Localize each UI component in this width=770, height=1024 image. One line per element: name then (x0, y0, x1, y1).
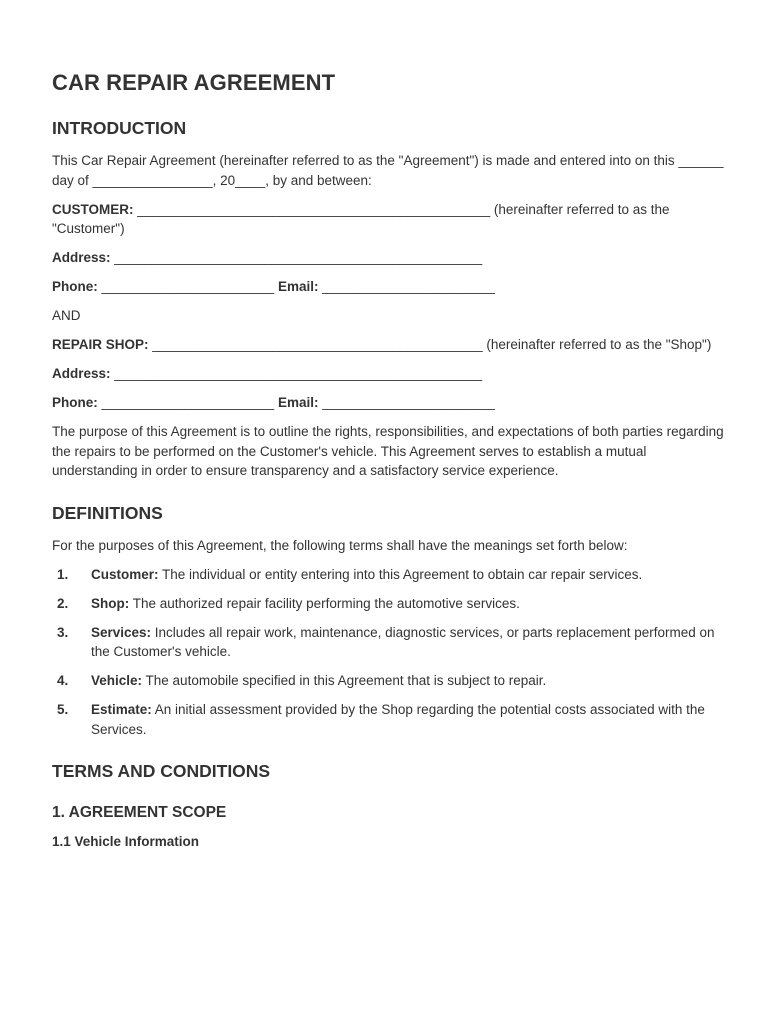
section-vehicle-information: 1.1 Vehicle Information (52, 834, 200, 849)
definition-item (52, 565, 724, 585)
shop-blank: ____________________________________________ (hereinafter referred to as the "Shop") (148, 337, 712, 352)
terms-heading: TERMS AND CONDITIONS (52, 761, 271, 781)
document-page (52, 70, 724, 849)
definitions-list (52, 565, 724, 740)
definitions-intro: For the purposes of this Agreement, the following terms shall have the meanings set forth below: (52, 537, 628, 553)
definition-text: The individual or entity entering into this Agreement to obtain car repair services. (158, 566, 643, 582)
definition-term: Shop: (91, 595, 130, 611)
shop-address-blank: _________________________________________________ (110, 366, 483, 381)
definition-number: 2. (57, 595, 69, 611)
customer-address-label: Address: (52, 250, 111, 265)
customer-email-label: Email: (277, 279, 319, 294)
customer-phone-blank: _______________________ (97, 279, 278, 294)
customer-email-blank: _______________________ (318, 279, 495, 294)
definition-term: Services: (91, 624, 152, 640)
section-agreement-scope: 1. AGREEMENT SCOPE (52, 804, 227, 821)
shop-email-blank: _______________________ (318, 395, 495, 410)
customer-label: CUSTOMER: (52, 201, 134, 217)
definition-term: Estimate: (91, 702, 152, 717)
introduction-opening: This Car Repair Agreement (hereinafter referred to as the "Agreement") is made and entered into on this ______ day of ________________, 20____, by and between: (52, 153, 724, 188)
definition-term: Vehicle: (91, 673, 143, 688)
shop-address-line (52, 364, 724, 384)
and-separator: AND (52, 308, 81, 323)
definition-number: 1. (57, 566, 69, 582)
shop-phone-blank: _______________________ (97, 395, 278, 410)
purpose-paragraph: The purpose of this Agreement is to outline the rights, responsibilities, and expectations of both parties regarding the repairs to be performed on the Customer's vehicle. This Agreement serves to establish a mutual understanding in order to ensure transparency and a satisfactory service experience. (52, 424, 724, 478)
definition-text: The automobile specified in this Agreement that is subject to repair. (142, 673, 547, 688)
definition-term: Customer: (91, 566, 159, 582)
definitions-heading: DEFINITIONS (52, 502, 163, 523)
customer-line (52, 200, 724, 239)
definition-item (52, 623, 724, 662)
definition-text: Includes all repair work, maintenance, diagnostic services, or parts replacement performed on the Customer's vehicle. (91, 624, 715, 659)
definition-number: 4. (57, 673, 69, 688)
shop-address-label: Address: (52, 366, 111, 381)
customer-address-blank: _________________________________________________ (110, 250, 483, 265)
customer-phone-label: Phone: (52, 279, 98, 294)
introduction-heading: INTRODUCTION (52, 118, 187, 138)
shop-label: REPAIR SHOP: (52, 337, 149, 352)
definition-item (52, 671, 724, 691)
definition-item (52, 700, 724, 739)
definition-number: 3. (57, 624, 69, 640)
document-title: CAR REPAIR AGREEMENT (52, 70, 336, 95)
shop-line (52, 335, 724, 355)
definition-item (52, 594, 724, 614)
customer-phone-line (52, 277, 724, 297)
shop-phone-label: Phone: (52, 395, 98, 410)
definition-number: 5. (57, 702, 69, 717)
customer-blank: _______________________________________________ (hereinafter referred to as the "Customer") (52, 201, 670, 236)
definition-text: The authorized repair facility performing the automotive services. (129, 595, 520, 611)
customer-address-line (52, 248, 724, 268)
definition-text: An initial assessment provided by the Shop regarding the potential costs associated with the Services. (91, 702, 705, 737)
shop-email-label: Email: (277, 395, 319, 410)
shop-phone-line (52, 393, 724, 413)
